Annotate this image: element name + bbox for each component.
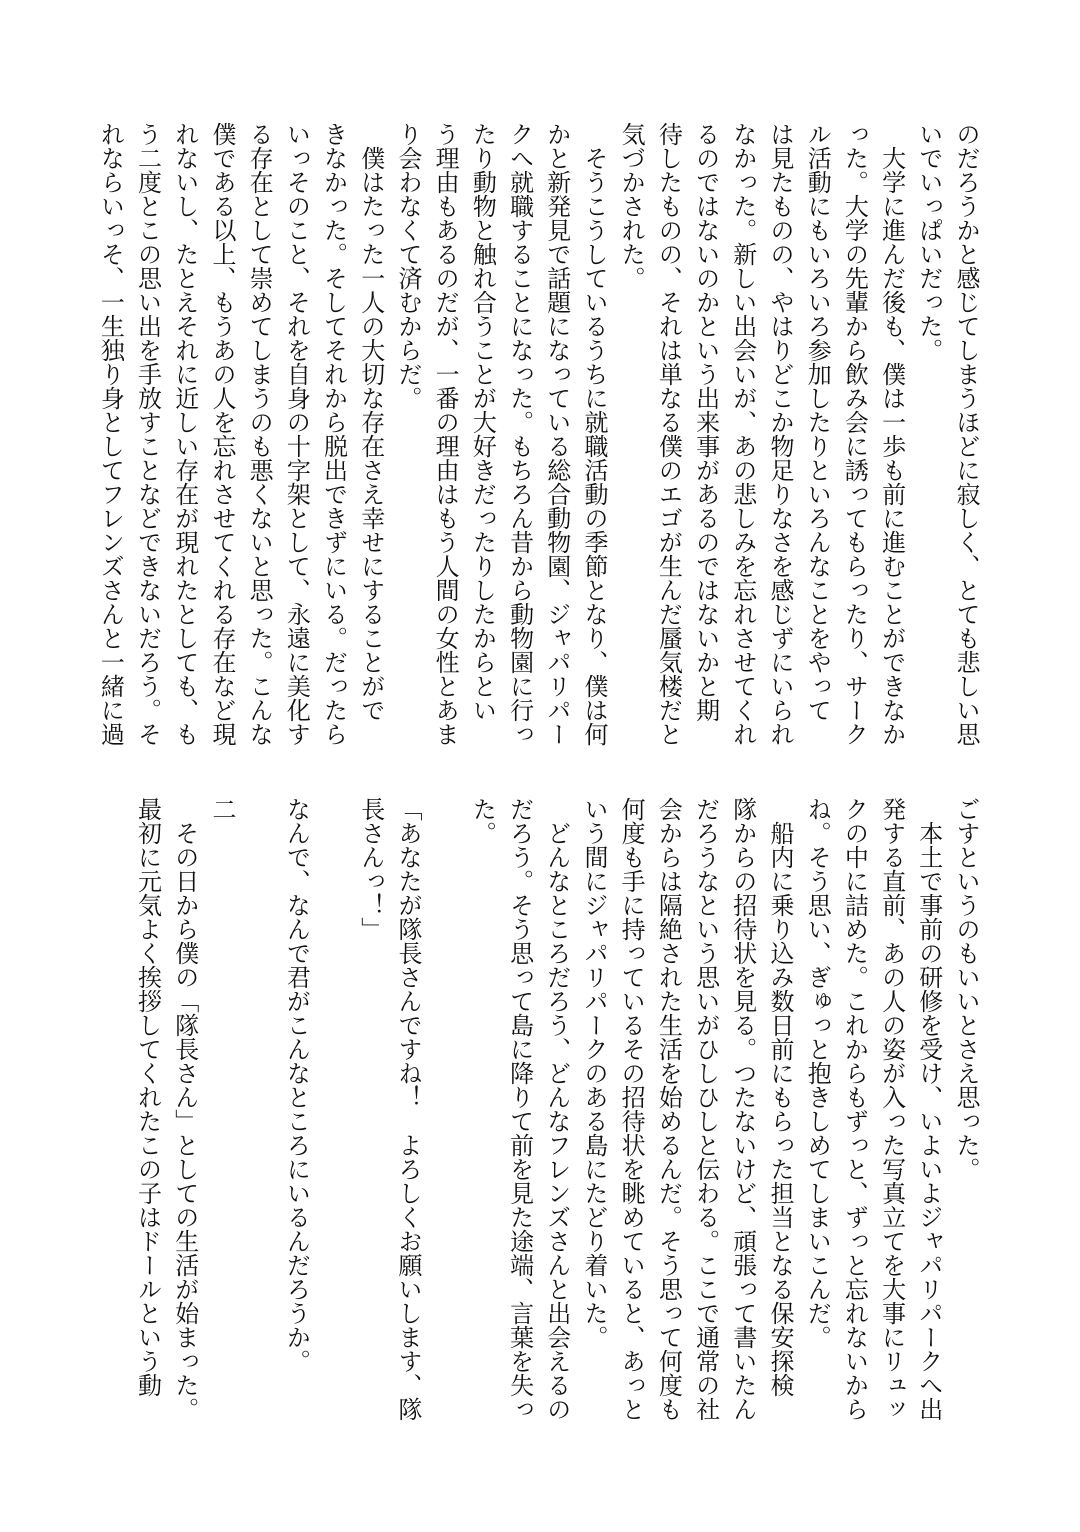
text-line: ね。そう思い、ぎゅっと抱きしめてしまいこんだ。 [803, 797, 832, 1349]
text-line [314, 797, 351, 1447]
text-line: ごすというのもいいとさえ思った。 [952, 797, 980, 1181]
text-line: 僕である以上、もうあの人を忘れさせてくれる存在など現 [207, 122, 236, 746]
text-line: 二 [207, 797, 236, 821]
text-line: いう間にジャパリパークのある島にたどり着いた。 [579, 797, 608, 1349]
text-line: れないし、たとえそれに近しい存在が現れたとしても、も [170, 122, 199, 746]
text-line: クの中に詰めた。これからもずっと、ずっと忘れないから [840, 797, 869, 1421]
text-line: 長さんっ！」 [356, 797, 385, 941]
text-line: そうこうしているうちに就職活動の季節となり、僕は何 [579, 122, 608, 746]
text-line: り会わなくて済むからだ。 [393, 122, 422, 410]
text-line: なかった。新しい出会いが、あの悲しみを忘れさせてくれ [728, 122, 757, 746]
text-line: う理由もあるのだが、一番の理由はもう人間の女性とあま [431, 122, 460, 746]
text-line: た。 [468, 797, 497, 845]
text-line: かと新発見で話題になっている総合動物園、ジャパリパー [542, 122, 571, 746]
text-line: きなかった。そしてそれから脱出できずにいる。だったら [319, 122, 348, 746]
text-line: 最初に元気よく挨拶してくれたこの子はドールという動 [133, 797, 162, 1397]
text-line: る存在として崇めてしまうのも悪くないと思った。こんな [245, 122, 274, 746]
text-line: 会からは隔絶された生活を始めるんだ。そう思って何度も [654, 797, 683, 1421]
text-line: 大学に進んだ後も、僕は一歩も前に進むことができなか [877, 122, 906, 746]
text-line: どんなところだろう、どんなフレンズさんと出会えるの [542, 797, 571, 1421]
text-line: クへ就職することになった。もちろん昔から動物園に行っ [505, 122, 534, 746]
text-line: 気づかされた。 [617, 122, 646, 290]
text-line: 隊からの招待状を見る。つたないけど、頑張って書いたん [728, 797, 757, 1421]
text-line: だろうなという思いがひしひしと伝わる。ここで通常の社 [691, 797, 720, 1421]
text-line: 発する直前、あの人の姿が入った写真立てを大事にリュッ [877, 797, 906, 1421]
text-line: その日から僕の「隊長さん」としての生活が始まった。 [170, 797, 199, 1421]
text-line [240, 797, 277, 1447]
text-line: 何度も手に持っているその招待状を眺めていると、あっと [617, 797, 646, 1421]
text-block-top [91, 122, 984, 772]
text-line: は見たものの、やはりどこか物足りなさを感じずにいられ [765, 122, 794, 746]
text-line: 僕はたった一人の大切な存在さえ幸せにすることがで [356, 122, 385, 722]
text-line: いっそのこと、それを自身の十字架として、永遠に美化す [282, 122, 311, 746]
text-line: った。大学の先輩から飲み会に誘ってもらったり、サーク [840, 122, 869, 746]
text-line [426, 797, 463, 1447]
text-line: いでいっぱいだった。 [914, 122, 943, 362]
text-line: だろう。そう思って島に降りて前を見た途端、言葉を失っ [505, 797, 534, 1421]
text-block-bottom [128, 797, 984, 1447]
text-line: なんで、なんで君がこんなところにいるんだろうか。 [282, 797, 311, 1373]
text-line: 船内に乗り込み数日前にもらった担当となる保安探検 [765, 797, 794, 1397]
text-line: るのではないのかという出来事があるのではないかと期 [691, 122, 720, 722]
text-line: 「あなたが隊長さんですね！ よろしくお願いします、隊 [393, 797, 422, 1421]
text-line: れならいっそ、一生独り身としてフレンズさんと一緒に過 [96, 122, 125, 746]
text-line: たり動物と触れ合うことが大好きだったりしたからとい [468, 122, 497, 722]
text-line: 本土で事前の研修を受け、いよいよジャパリパークへ出 [914, 797, 943, 1421]
text-line: ル活動にもいろいろ参加したりといろんなことをやって [803, 122, 832, 722]
text-line: う二度とこの思い出を手放すことなどできないだろう。そ [133, 122, 162, 746]
text-line: 待したものの、それは単なる僕のエゴが生んだ蜃気楼だと [654, 122, 683, 746]
text-line: のだろうかと感じてしまうほどに寂しく、とても悲しい思 [952, 122, 980, 746]
